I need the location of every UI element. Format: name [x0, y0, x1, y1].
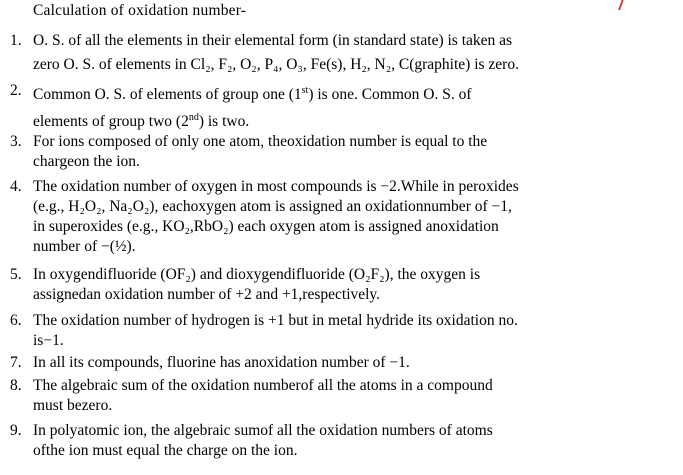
rule-line: in superoxides (e.g., KO₂,RbO₂) each oxygen atom is assigned anoxidation: [33, 218, 499, 235]
rule-line: is−1.: [33, 332, 64, 349]
rule-line: The algebraic sum of the oxidation numberof all the atoms in a compound: [33, 377, 493, 394]
rule-line: Common O. S. of elements of group one (1st) is one. Common O. S. of: [33, 85, 472, 104]
rule-number: 8.: [10, 377, 22, 394]
red-annotation-mark: [604, 0, 626, 10]
rule-line: In oxygendifluoride (OF₂) and dioxygendifluoride (O₂F₂), the oxygen is: [33, 266, 481, 283]
rule-line: must bezero.: [33, 397, 113, 414]
rule-number: 2.: [10, 82, 22, 99]
rule-line: The oxidation number of hydrogen is +1 but in metal hydride its oxidation no.: [33, 312, 518, 329]
rule-number: 3.: [10, 133, 22, 150]
rule-line: In polyatomic ion, the algebraic sumof all the oxidation numbers of atoms: [33, 422, 493, 439]
section-heading: Calculation of oxidation number-: [33, 2, 247, 19]
rule-number: 7.: [10, 354, 22, 371]
rule-line: assignedan oxidation number of +2 and +1,respectively.: [33, 286, 381, 303]
rule-line: ofthe ion must equal the charge on the ion.: [33, 442, 298, 459]
rule-number: 4.: [10, 178, 22, 195]
rule-number: 6.: [10, 312, 22, 329]
rule-line: chargeon the ion.: [33, 153, 140, 170]
rule-line: In all its compounds, fluorine has anoxidation number of −1.: [33, 354, 410, 371]
rule-number: 9.: [10, 422, 22, 439]
rule-line: zero O. S. of elements in Cl₂, F₂, O₂, P₄, O₃, Fe(s), H₂, N₂, C(graphite) is zero.: [33, 56, 519, 73]
rule-line: For ions composed of only one atom, theoxidation number is equal to the: [33, 133, 488, 150]
rule-line: number of −(½).: [33, 238, 136, 255]
rule-line: elements of group two (2nd) is two.: [33, 112, 250, 131]
rule-line: The oxidation number of oxygen in most compounds is −2.While in peroxides: [33, 178, 519, 195]
rule-line: (e.g., H₂O₂, Na₂O₂), eachoxygen atom is assigned an oxidationnumber of −1,: [33, 198, 512, 215]
rule-line: O. S. of all the elements in their elemental form (in standard state) is taken as: [33, 32, 513, 49]
rule-number: 1.: [10, 32, 22, 49]
rule-number: 5.: [10, 266, 22, 283]
